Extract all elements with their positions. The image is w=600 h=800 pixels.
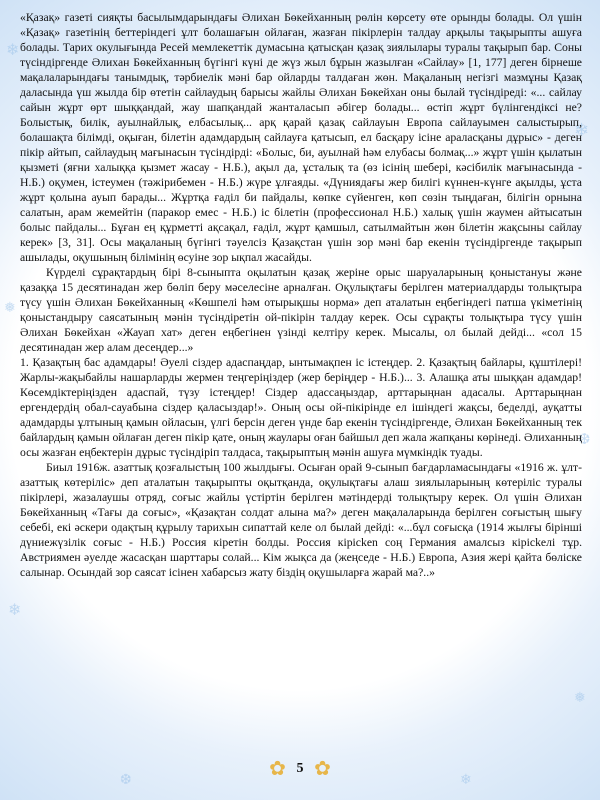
snowflake-icon: ❆ <box>120 772 132 788</box>
paragraph-4: Биыл 1916ж. азаттық қозғалыстың 100 жылдығы. Осыған орай 9-сынып бағдарламасындағы «1916 ж. ұлт-азаттық көтеріліс» деп аталатын тақырыпты оқытқанда, оқулықтағы алаш зиялыларының көтеріліс туралы пікірлері, жазалаушы отряд, соғыс жайлы үстіртін берілген мәтіндерді толықтыру керек. Ол үшін Әлихан Бөкейханның «Тағы да соғыс», «Қазақтан солдат алына ма?» деген мақалаларында берілген соғыстың шығу себебі, екі әскери одақтың құрылу тарихын сипаттай келе ол былай дейді: «...бұл соғысқа (1914 жылғы бірінші дүниежүзілік соғыс - Н.Б.) Россия кіретін болды. Россия кірісken соң Германия амалсыз кірісkeлі тұр. Австриямен әуелде жасасқан шарттары солай... Кім жықса да (жеңседе - Н.Б.) Европа, Азия жері қайта бөліске салынар. Осындай зор саясат ісінен хабарсыз жату біздің оқушыларға жарай ма?..» <box>20 461 582 579</box>
document-body <box>20 10 582 740</box>
snowflake-icon: ❅ <box>4 300 16 316</box>
page-number: 5 <box>296 760 304 776</box>
snowflake-icon: ❄ <box>574 120 590 141</box>
paragraph-1: «Қазақ» газеті сияқты басылымдарындағы Әлихан Бөкейханның рөлін көрсету өте орынды болады. Ол үшін «Қазақ» газетінің беттеріндегі ұлт болашағын ойлаған, жазған пікірлерін талдау арқылы тақырыпты ашуға болады. Тарих окулығында Ресей мемлекеттік думасына қатысқан қазақ зиялылары туралы тақырып бар. Соны түсіндіргенде Әлихан Бөкейханның бүгінгі күні де жүз жыл бұрын жазылған «Сайлау» [1, 177] деген бірнеше мақалаларындағы танымдық, тәрбиелік мәні бар ойларды талдаған жөн. Мақаланың негізгі мазмұны Қазақ даласында үш жылда бір өтетін сайлаудың барысы жайлы Әлихан Бөкейхан оны былай түсіндіреді: «... сайлау сайын жұрт өрт шыққандай, жау шапқандай жанталасып әбігер болады... өстіп жұрт бүлінгендіксі не? Болыстық, билік, ауылнайлық, елбасылық... арқ қарай қазақ сайлауын Европа сайлауымен салыстырып, болашақта білімді, оқыған, білетін адамдардың сайлауға қатысып, ел басқару ісіне араласқаны дұрыс» - деген пікір айтып, сайлаудың мағынасын түсіндірді: «Болыс, би, ауылнай һәм елубасы болмақ...» жұрт үшін қылатын қызметі (яғни халыққа қызмет жасау - Н.Б.), ақыл да, ұсталық та (өз ісінің шебері, кәсібилік мағынасында - Н.Б.) оқумен, істеумен (тәжірибемен - Н.Б.) жүре ұлғаяды. «Дүниядағы жер билігі күннен-күнге ақылды, ұста жұрт қолына ауып барады... Жұртқа ғаділ би пайдалы, көпке сүйенген, көп сөзін тыңдаған, білігін орнына салатын, арам жемейтін (паракор емес - Н.Б.) іс білетін (профессионал Н.Б.) халық үшін жаумен айтысатын болыс пайдалы... Бұған ең құрметті ақсақал, ғаділ, жұрт қамшыл, сатылмайтын жөн білетін жақсыны сайлау керек» [3, 31]. Осы мақаланың бүгінгі тәуелсіз Қазақстан үшін зор мәні бар екенін түсіндіргенде тақырып ашылады, оқушының білімінің өсуіне зор ықпал жасайды. <box>20 11 582 264</box>
snowflake-icon: ❆ <box>578 430 591 448</box>
snowflake-icon: ❄ <box>8 600 22 619</box>
paragraph-2: Күрделі сұрақтардың бірі 8-сыныпта оқылатын қазақ жеріне орыс шаруаларының қоныстануы және қазаққа 15 десятинадан жер бөліп беру мәселесіне арналған. Оқулықтағы берілген материалдарды толықтыра түсу үшін Әлихан Бөкейханның «Көшпелі һәм отырықшы норма» деп аталатын еңбегіндегі патша үкіметінің қоныстандыру саясатының мәнін түсіндіретін ой-пікірін талдау керек. Осы сұрақты толықтыра түсу үшін Әлихан Бөкейхан «Жауап хат» деген еңбегінен үзінді келтіру керек. Мысалы, ол былай дейді... «сол 15 десятинадан жер алам десеңдер...» <box>20 266 582 354</box>
page-number-area <box>0 757 600 779</box>
flower-ornament-icon: ✿ <box>314 756 331 780</box>
flower-ornament-icon: ✿ <box>269 756 286 780</box>
snowflake-icon: ❄ <box>6 40 20 59</box>
snowflake-icon: ❄ <box>460 772 472 788</box>
paragraph-3: 1. Қазақтың бас адамдары! Әуелі сіздер адаспаңдар, ынтымақпен іс істеңдер. 2. Қазақтың байлары, құштілері! Жарлы-жақыбайлы нашарларды жермен теңгеріңіздер (жер беріңдер - Н.Б.)... 3. Алашқа аты шыққан адамдар! Көсемдіктеріңізден адаспай, түзу істеңдер! Сіздер адассаңыздар, арттарыңнан адасалы. Арттарыңнан ергендердің обал-сауабына сіздер қаласыздар!». Оның осы ой-пікірінде ел ішіндегі жақсы, беделді, ауқатты адамдарды ұлтының қамын ойласын, үлгі берсін деген үнде бар екенін түсіндіргенде, Әлихан Бөкейханның тек байлардың қамын ойлаған деген пікір қате, оның жаулары оған байшыл деп жала жапқаны көрінеді. Әлиханның осы жазған еңбектерін дұрыс түсіндіріп талдаса, тақырыптың мәнін ашуға мүмкіндік туады. <box>20 356 582 459</box>
snowflake-icon: ❅ <box>574 690 586 706</box>
